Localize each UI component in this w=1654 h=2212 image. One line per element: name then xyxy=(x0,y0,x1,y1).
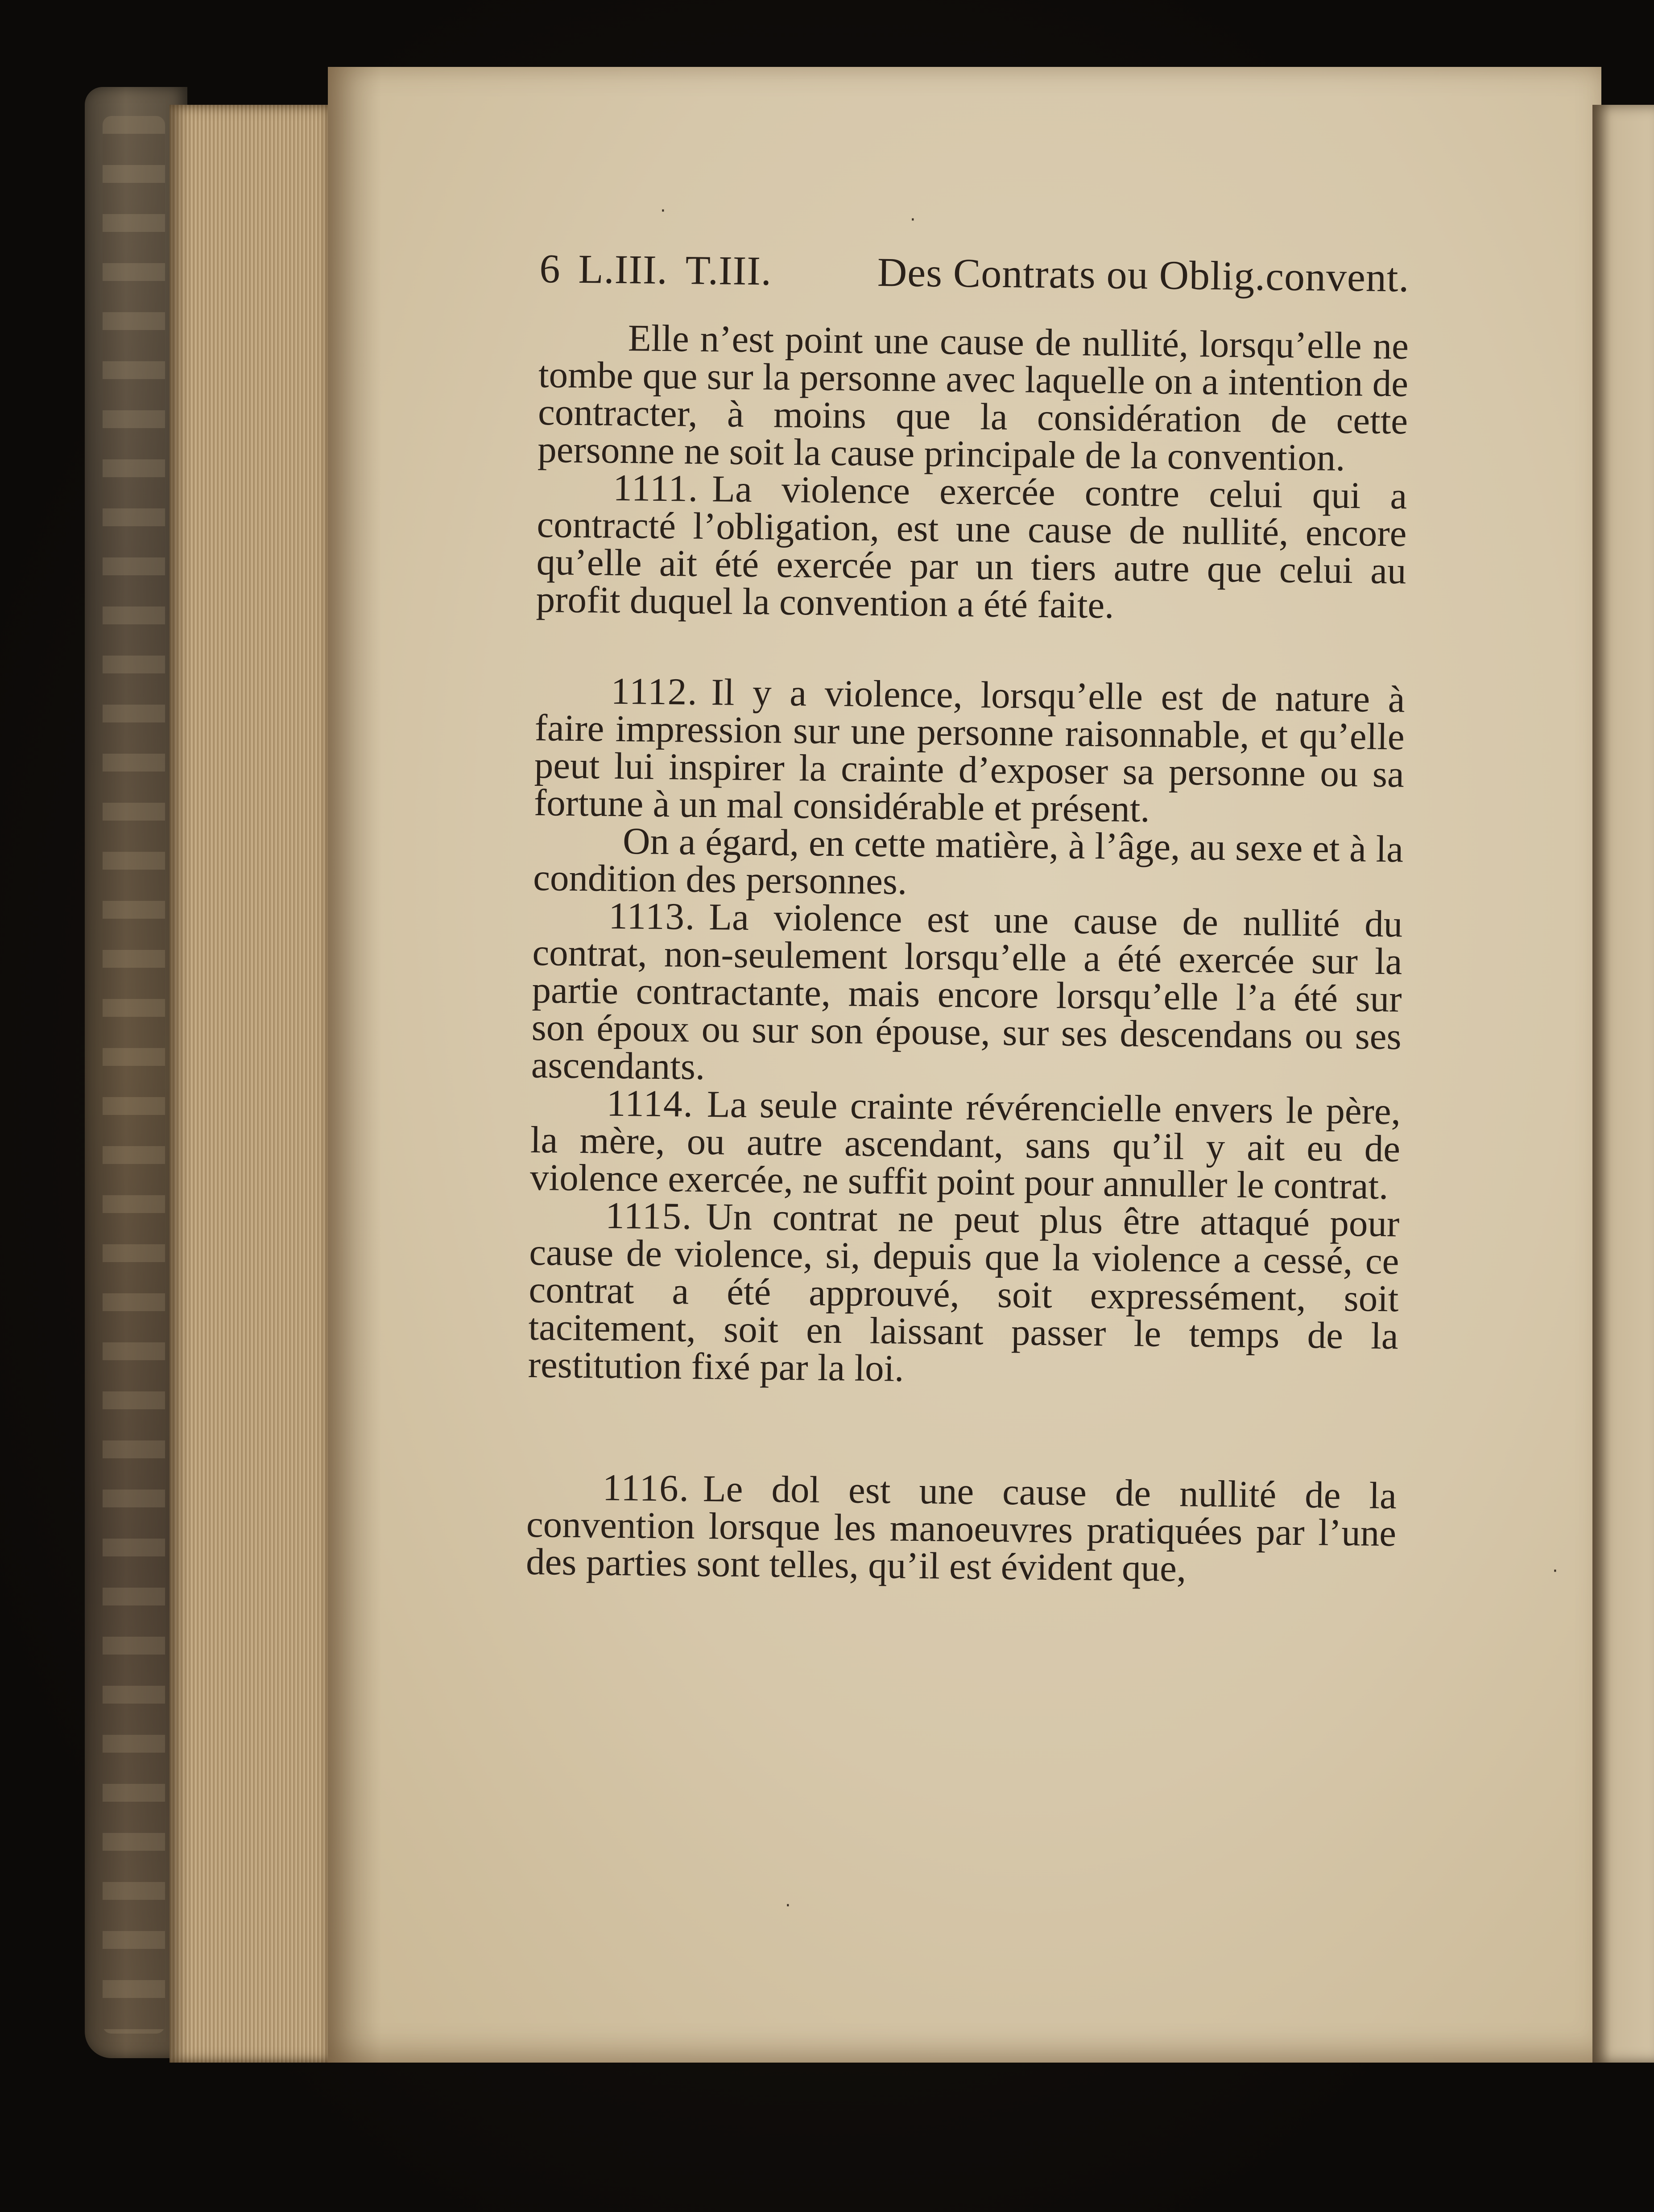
running-header xyxy=(539,246,1410,301)
cover-wear-texture xyxy=(103,116,165,2034)
paragraph-text: Il y a violence, lorsqu’elle est de nature à faire impression sur une personne raisonnable, et qu’elle peut lui inspirer la crainte d’exposer sa personne ou sa fortune à un mal considérable et présent. xyxy=(533,671,1406,830)
article-number: 1116. xyxy=(602,1466,690,1510)
paragraph-text: Elle n’est point une cause de nullité, lorsqu’elle ne tombe que sur la personne avec laquelle on a intention de contracter, à moins que la considération de cette personne ne soit la cause principale de la convention. xyxy=(537,317,1409,479)
paragraph xyxy=(526,1468,1397,1589)
paper-speck: · xyxy=(660,201,666,221)
article-number xyxy=(614,317,615,359)
paragraph-text: La seule crainte révérencielle envers le père, la mère, ou autre ascendant, sans qu’il y ait eu de violence exercée, ne suffit point pour annuller le contrat. xyxy=(529,1083,1401,1208)
paragraph xyxy=(529,1082,1401,1208)
paragraph-text: La violence exercée contre celui qui a contracté l’obligation, est une cause de nullité, encore qu’elle ait été exercée par un tiers autre que celui au profit duquel la convention a été faite. xyxy=(536,468,1407,627)
running-title: Des Contrats ou Oblig.convent. xyxy=(877,249,1410,301)
paper-speck: · xyxy=(785,1895,791,1916)
paragraph xyxy=(533,821,1404,905)
article-number: 1115. xyxy=(605,1194,693,1238)
section-gap xyxy=(527,1383,1398,1477)
article-number xyxy=(609,820,610,862)
gutter-shadow xyxy=(328,67,381,2063)
paragraph-text: Le dol est une cause de nullité de la convention lorsque les manoeuvres pratiquées par l’une des parties sont telles, qu’il est évident que, xyxy=(525,1467,1397,1590)
article-number: 1111. xyxy=(612,466,699,510)
paper-speck: · xyxy=(1552,1561,1558,1581)
article-number: 1113. xyxy=(608,895,696,938)
paragraph xyxy=(538,318,1409,477)
paragraph xyxy=(531,896,1402,1093)
page-text xyxy=(525,246,1410,1590)
article-number: 1112. xyxy=(611,670,699,713)
paragraph-text: Un contrat ne peut plus être attaqué pour cause de violence, si, depuis que la violence a cessé, ce contrat a été approuvé, soit expressément, soit tacitement, soit en laissant passer le temps de la restitution fixé par la loi. xyxy=(528,1196,1400,1390)
page-number: 6 xyxy=(539,246,561,292)
page-edges xyxy=(170,105,330,2063)
book-number: L.III. xyxy=(578,246,668,293)
paper-speck: · xyxy=(910,210,916,230)
paragraph xyxy=(528,1196,1399,1392)
title-number: T.III. xyxy=(685,247,772,294)
facing-page-edge xyxy=(1592,105,1654,2063)
paragraph-text: La violence est une cause de nullité du contrat, non-seulement lorsqu’elle a été exercée sur la partie contractante, mais encore lorsqu’elle l’a été sur son époux ou sur son épouse, sur ses descendans ou ses ascendants. xyxy=(531,896,1403,1088)
paragraph xyxy=(536,468,1407,627)
paragraph xyxy=(534,672,1405,830)
paragraph-text: On a égard, en cette matière, à l’âge, au sexe et à la condition des personnes. xyxy=(533,820,1404,903)
article-number: 1114. xyxy=(606,1082,694,1125)
